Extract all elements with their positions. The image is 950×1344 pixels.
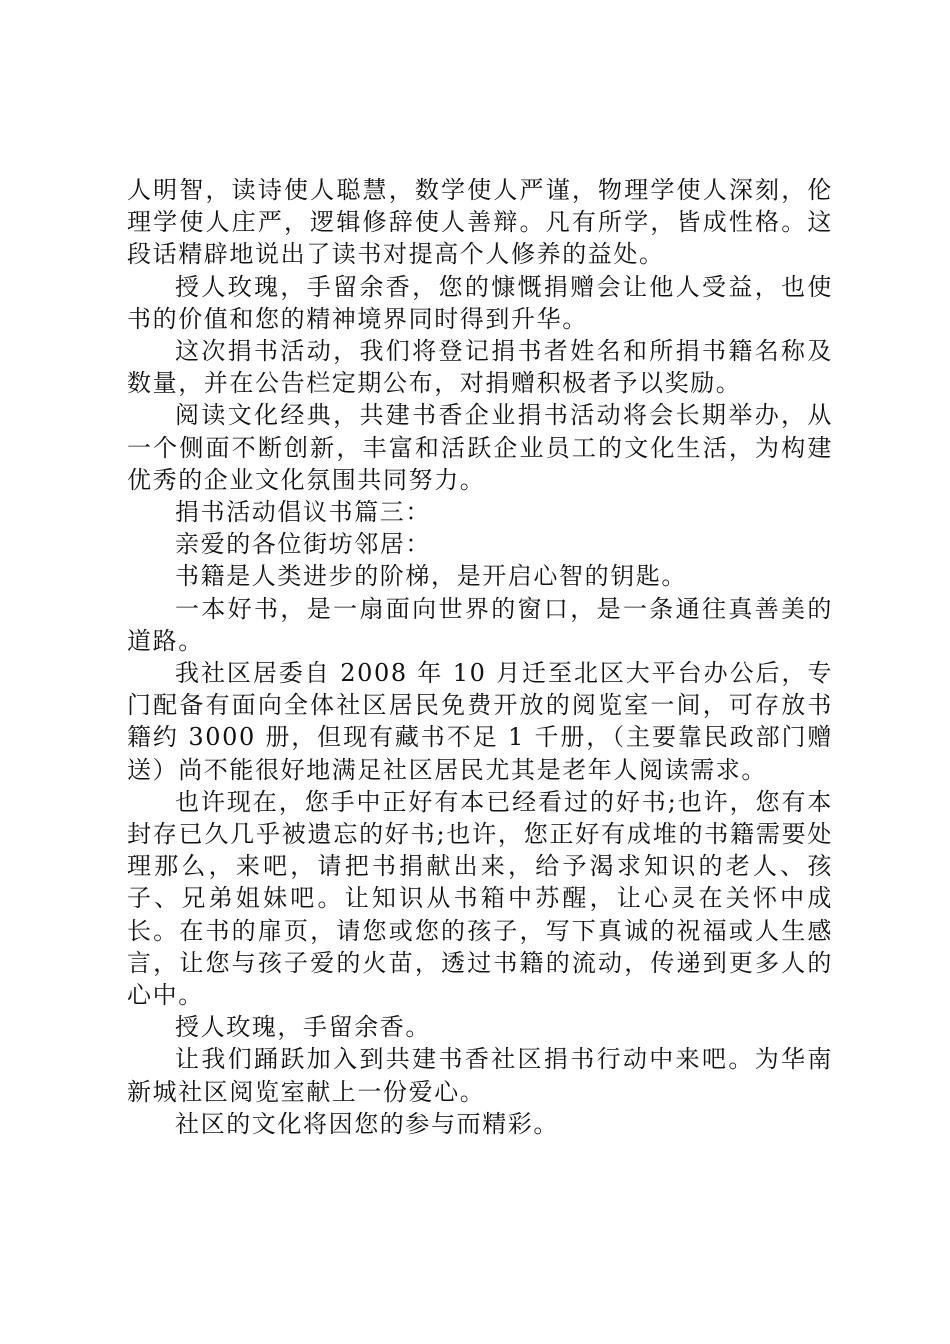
document-body [127,174,833,1140]
salutation: 亲爱的各位街坊邻居： [175,530,431,559]
paragraph-9: 我社区居委自 2008 年 10 月迁至北区大平台办公后，专门配备有面向全体社区居民免费开放的阅览室一间，可存放书籍约 3000 册，但现有藏书不足 1 千册，（主要靠民政部门赠送）尚不能很好地满足社区居民尤其是老年人阅读需求。 [127,659,833,784]
paragraph-12: 让我们踊跃加入到共建书香社区捐书行动中来吧。为华南新城社区阅览室献上一份爱心。 [127,1045,833,1106]
paragraph-1: 人明智，读诗使人聪慧，数学使人严谨，物理学使人深刻，伦理学使人庄严，逻辑修辞使人善辩。凡有所学，皆成性格。这段话精辟地说出了读书对提高个人修养的益处。 [127,176,833,269]
paragraph-8: 一本好书，是一扇面向世界的窗口，是一条通往真善美的道路。 [127,594,833,655]
paragraph-11: 授人玫瑰，手留余香。 [175,1013,431,1042]
section-heading: 捐书活动倡议书篇三： [175,498,431,527]
paragraph-3: 这次捐书活动，我们将登记捐书者姓名和所捐书籍名称及数量，并在公告栏定期公布，对捐赠积极者予以奖励。 [127,337,833,398]
paragraph-7: 书籍是人类进步的阶梯，是开启心智的钥匙。 [175,562,687,591]
paragraph-13: 社区的文化将因您的参与而精彩。 [175,1109,559,1138]
paragraph-2: 授人玫瑰，手留余香，您的慷慨捐赠会让他人受益，也使书的价值和您的精神境界同时得到升华。 [127,272,833,333]
paragraph-10: 也许现在，您手中正好有本已经看过的好书;也许，您有本封存已久几乎被遗忘的好书;也许，您正好有成堆的书籍需要处理那么，来吧，请把书捐献出来，给予渴求知识的老人、孩子、兄弟姐妹吧。让知识从书箱中苏醒，让心灵在关怀中成长。在书的扉页，请您或您的孩子，写下真诚的祝福或人生感言，让您与孩子爱的火苗，透过书籍的流动，传递到更多人的心中。 [127,787,833,1010]
paragraph-4: 阅读文化经典，共建书香企业捐书活动将会长期举办，从一个侧面不断创新，丰富和活跃企业员工的文化生活，为构建优秀的企业文化氛围共同努力。 [127,401,833,494]
